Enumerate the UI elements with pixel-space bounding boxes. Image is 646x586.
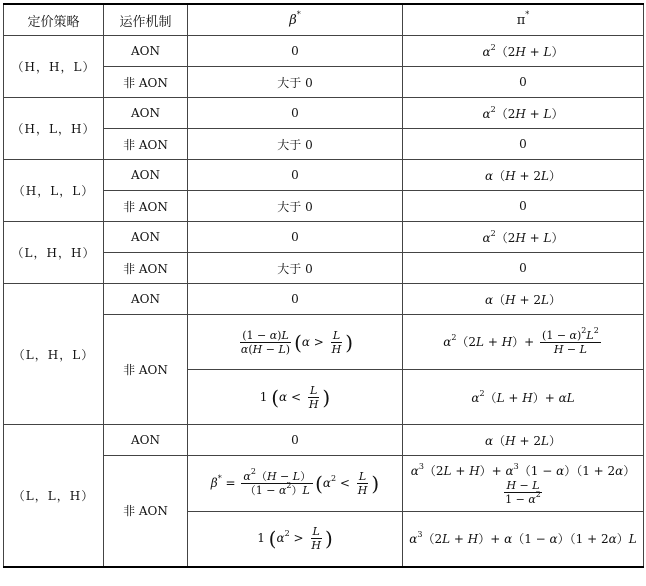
pi-value: 0 <box>403 191 644 222</box>
pi-value: 0 <box>403 129 644 160</box>
table-row <box>4 222 644 253</box>
pi-value: α（H + 2L） <box>403 425 644 456</box>
beta-value: 0 <box>188 425 403 456</box>
pi-value: 0 <box>403 253 644 284</box>
mechanism-aon: AON <box>104 284 188 315</box>
mechanism-non-aon: 非 AON <box>104 129 188 160</box>
beta-value: 大于 0 <box>188 129 403 160</box>
header-beta: β* <box>188 4 403 36</box>
mechanism-aon: AON <box>104 222 188 253</box>
table-row <box>4 284 644 315</box>
beta-value: 0 <box>188 98 403 129</box>
mechanism-non-aon: 非 AON <box>104 456 188 567</box>
strategy-hll: （H，L，L） <box>4 160 104 222</box>
mechanism-non-aon: 非 AON <box>104 67 188 98</box>
table-row <box>4 160 644 191</box>
mechanism-non-aon: 非 AON <box>104 253 188 284</box>
pricing-strategy-table <box>3 3 644 568</box>
mechanism-aon: AON <box>104 425 188 456</box>
pi-value: $\alpha^2(2H + L)$ <box>403 222 644 253</box>
header-strategy: 定价策略 <box>4 4 104 36</box>
mechanism-aon: AON <box>104 160 188 191</box>
strategy-llh: （L，L，H） <box>4 425 104 567</box>
strategy-hlh: （H，L，H） <box>4 98 104 160</box>
beta-value: 大于 0 <box>188 253 403 284</box>
mechanism-aon: AON <box>104 98 188 129</box>
strategy-lhh: （L，H，H） <box>4 222 104 284</box>
beta-value: 1 ($\alpha^2$ > $\frac{L}{H}$ ) <box>188 512 403 567</box>
table-row <box>4 98 644 129</box>
table-row <box>4 425 644 456</box>
mechanism-aon: AON <box>104 36 188 67</box>
header-row <box>4 4 644 36</box>
beta-value: 0 <box>188 36 403 67</box>
beta-value: 1 (α < $\frac{L}{H}$ ) <box>188 370 403 425</box>
header-mechanism: 运作机制 <box>104 4 188 36</box>
strategy-hhl: （H，H，L） <box>4 36 104 98</box>
pi-value: α（H + 2L） <box>403 160 644 191</box>
beta-value: 0 <box>188 222 403 253</box>
pi-value: 0 <box>403 67 644 98</box>
beta-value: β* = $\frac{\alpha^2(H - L)}{(1 - \alpha^2)L}$ ($\alpha^2$ < $\frac{L}{H}$ ) <box>188 456 403 512</box>
beta-value: 0 <box>188 160 403 191</box>
pi-value: $\alpha^3(2L + H)+ \alpha(1 - \alpha)(1 + 2\alpha)L$ <box>403 512 644 567</box>
pi-value: $\alpha^2(2H + L)$ <box>403 98 644 129</box>
mechanism-non-aon: 非 AON <box>104 315 188 425</box>
pi-value: $\alpha^2(2H + L)$ <box>403 36 644 67</box>
table-row <box>4 36 644 67</box>
beta-value: $\frac{(1 - \alpha)L}{\alpha(H - L)}$ (α > $\frac{L}{H}$ ) <box>188 315 403 370</box>
mechanism-non-aon: 非 AON <box>104 191 188 222</box>
beta-value: 大于 0 <box>188 67 403 98</box>
pi-value: $\alpha^2(L + H)+ \alpha L$ <box>403 370 644 425</box>
pi-value: α（H + 2L） <box>403 284 644 315</box>
header-pi: π* <box>403 4 644 36</box>
strategy-lhl: （L，H，L） <box>4 284 104 425</box>
beta-value: 大于 0 <box>188 191 403 222</box>
pi-value: $\alpha^3(2L + H)+ \alpha^3(1 - \alpha)(1 + 2\alpha)$ $\frac{H - L}{1 - \alpha^2}$ <box>403 456 644 512</box>
beta-value: 0 <box>188 284 403 315</box>
pi-value: $\alpha^2(2L + H)+$ $\frac{(1 - \alpha)^2L^2}{H - L}$ <box>403 315 644 370</box>
